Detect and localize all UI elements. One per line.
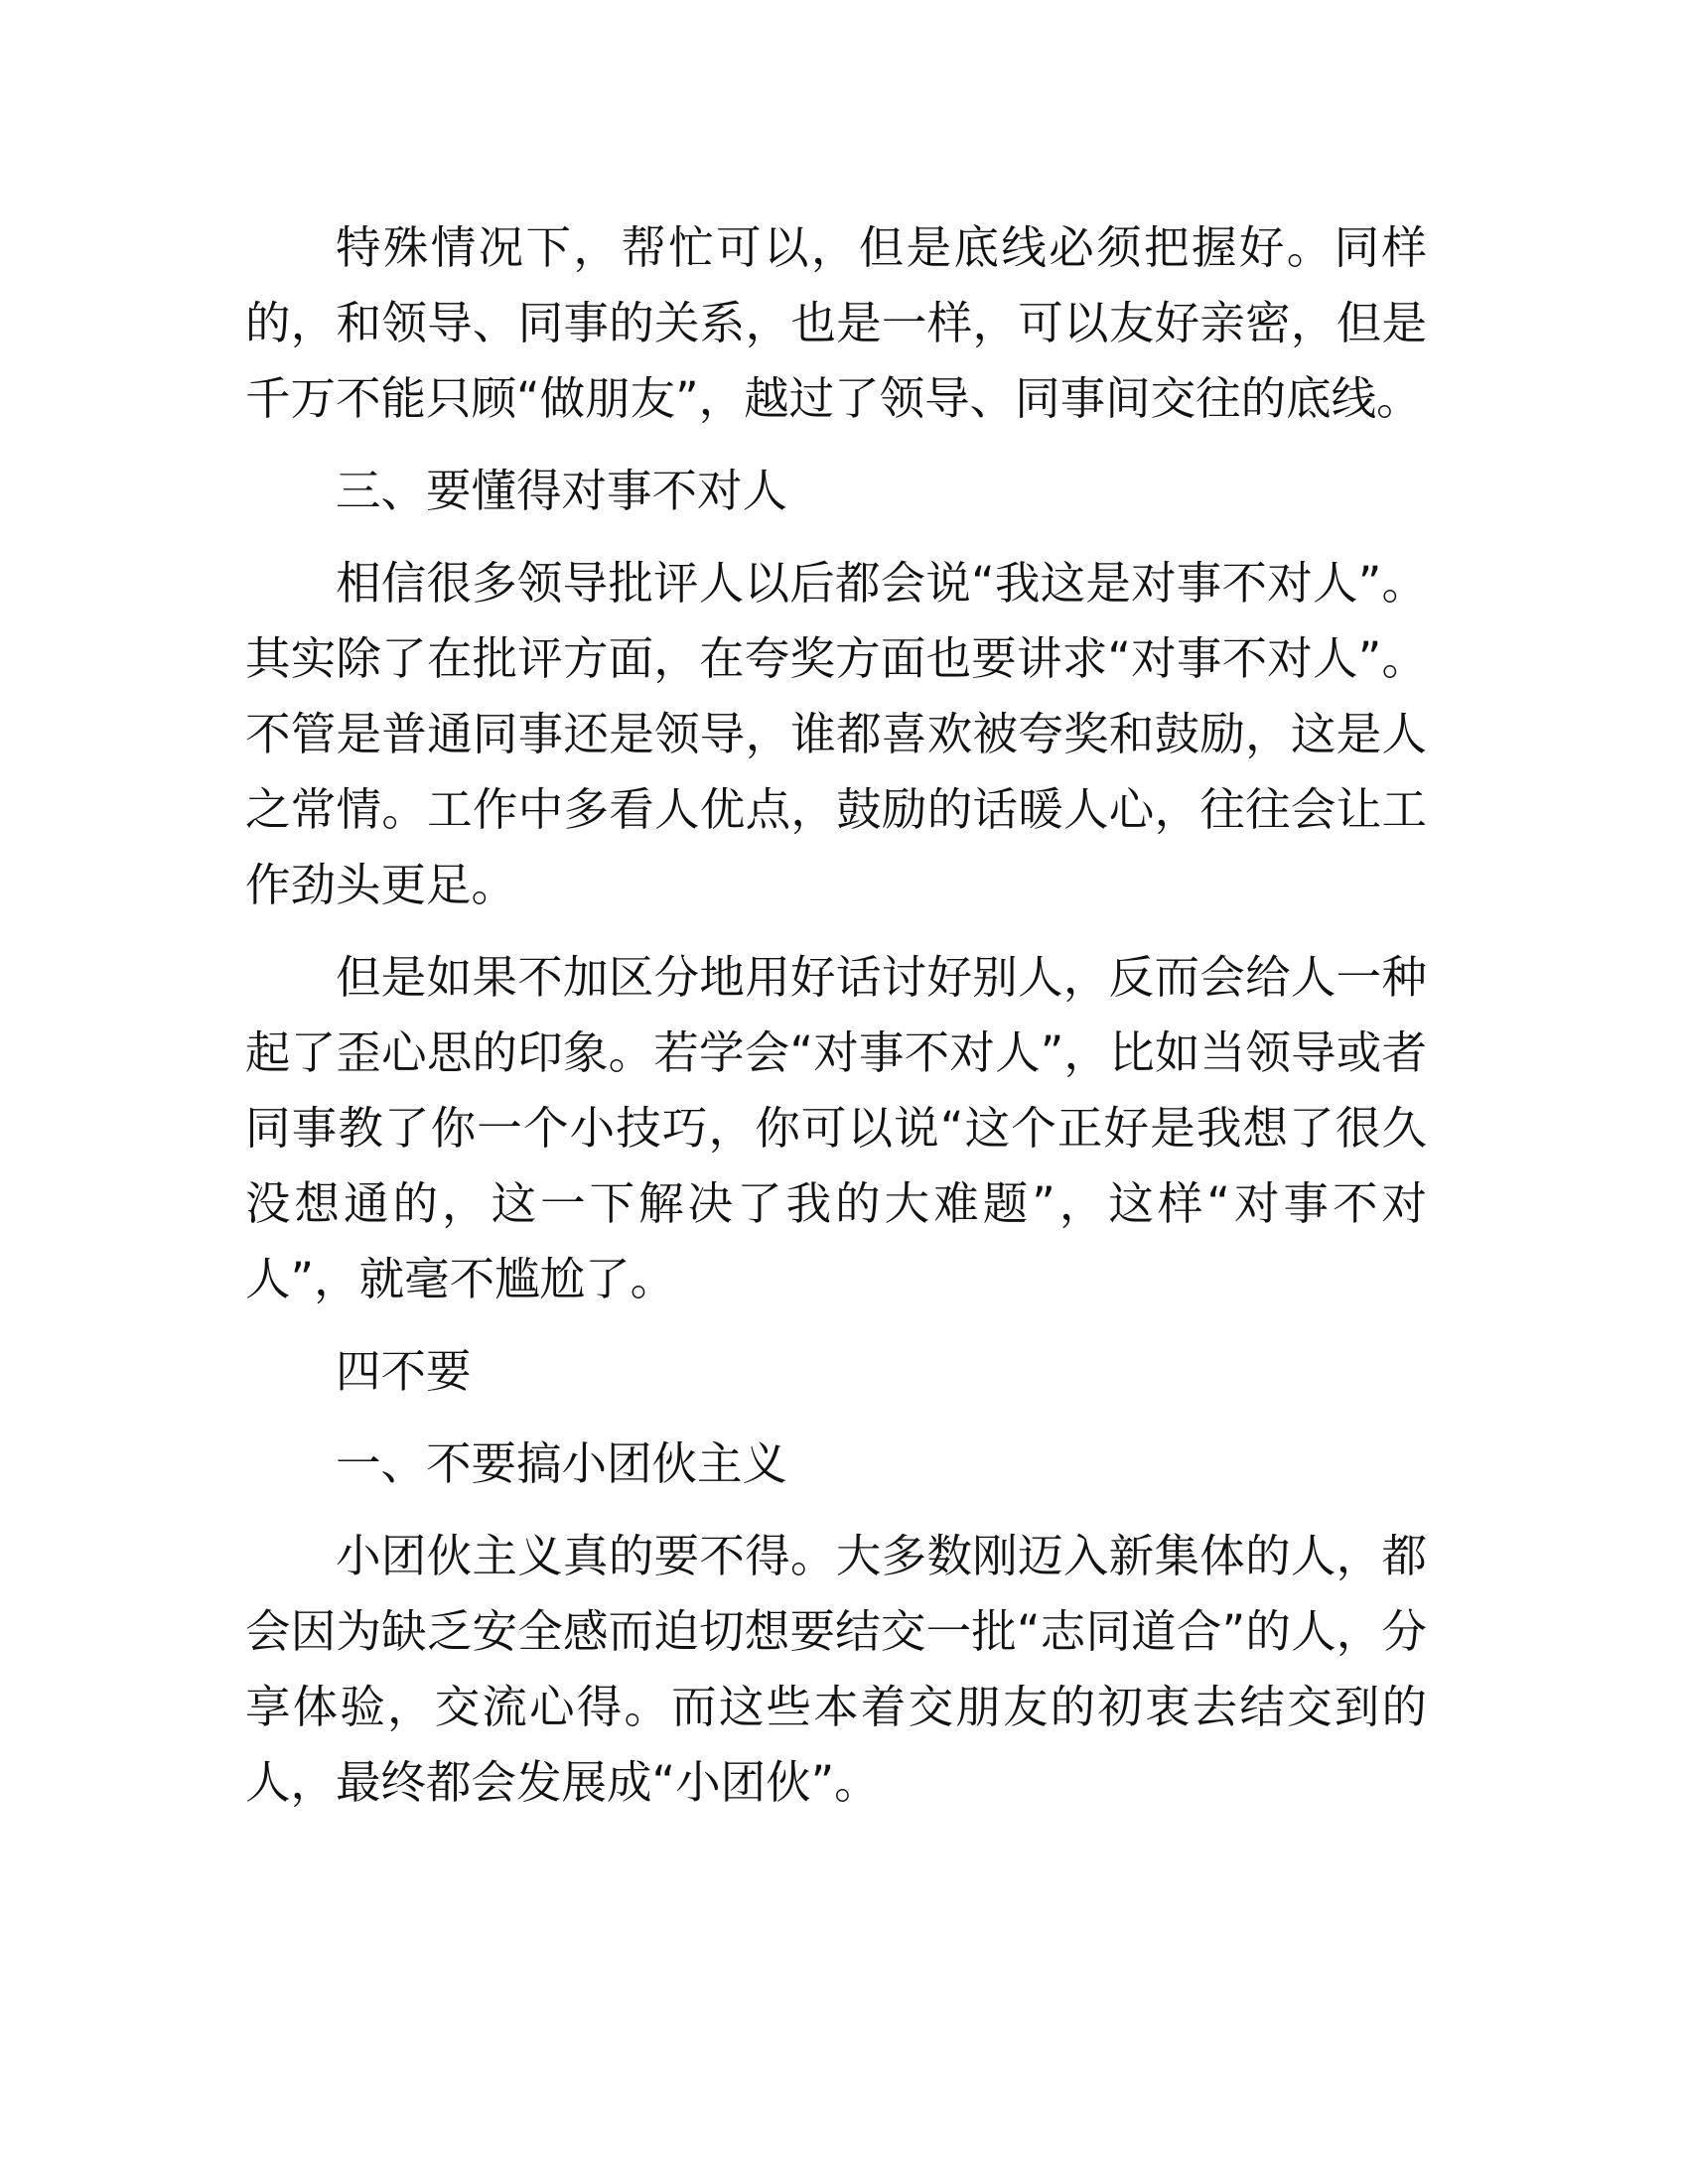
- heading-four-donts: 四不要: [336, 1345, 472, 1398]
- heading-no-cliques: 一、不要搞小团伙主义: [336, 1437, 788, 1490]
- paragraph-criticism: 相信很多领导批评人以后都会说“我这是对事不对人”。其实除了在批评方面，在夸奖方面也要讲求“对事不对人”。不管是普通同事还是领导，谁都喜欢被夸奖和鼓励，这是人之常情。工作中多看人优点，鼓励的话暖人心，往往会让工作劲头更足。: [245, 557, 1427, 911]
- heading-section-3: 三、要懂得对事不对人: [336, 465, 788, 517]
- paragraph-boundary: 特殊情况下，帮忙可以，但是底线必须把握好。同样的，和领导、同事的关系，也是一样，可以友好亲密，但是千万不能只顾“做朋友”，越过了领导、同事间交往的底线。: [245, 221, 1427, 425]
- document-page: [245, 210, 1427, 1838]
- paragraph-cliques: 小团伙主义真的要不得。大多数刚迈入新集体的人，都会因为缺乏安全感而迫切想要结交一批“志同道合”的人，分享体验，交流心得。而这些本着交朋友的初衷去结交到的人，最终都会发展成“小团伙”。: [245, 1530, 1427, 1809]
- paragraph-praise: 但是如果不加区分地用好话讨好别人，反而会给人一种起了歪心思的印象。若学会“对事不对人”，比如当领导或者同事教了你一个小技巧，你可以说“这个正好是我想了很久没想通的，这一下解决了我的大难题”，这样“对事不对人”，就毫不尴尬了。: [245, 951, 1427, 1305]
